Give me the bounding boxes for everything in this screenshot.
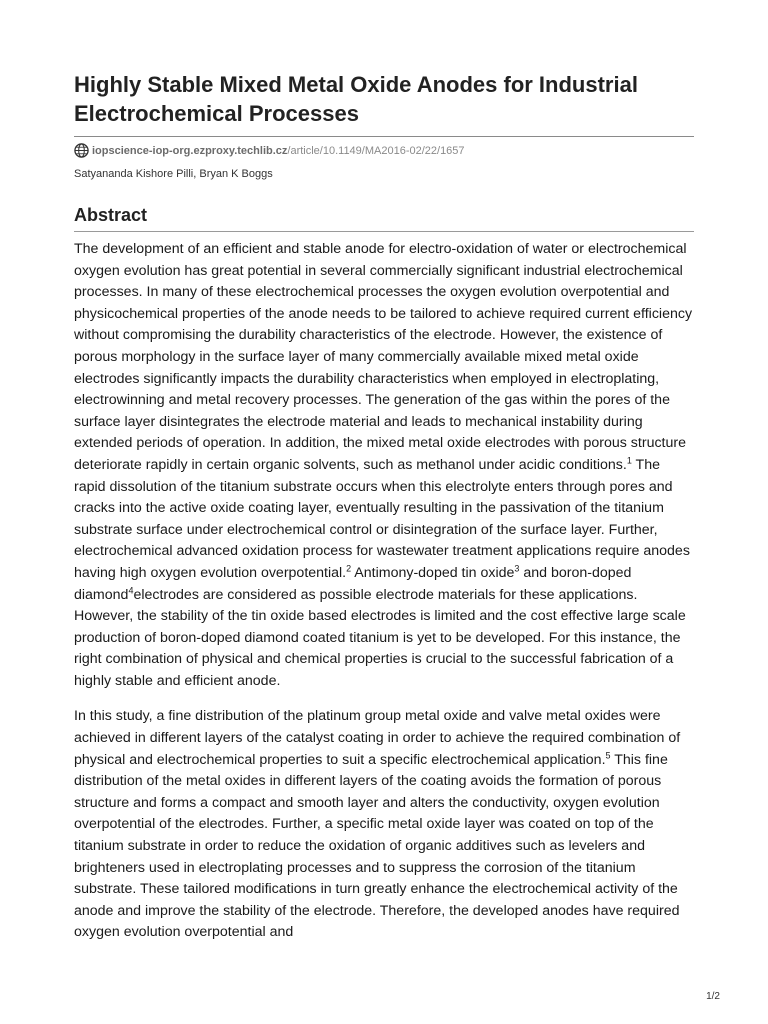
reference-5: 5 — [605, 749, 611, 760]
text-run: In this study, a fine distribution of the platinum group metal oxide and valve metal oxides were achieved in different layers of the catalyst coating in order to achieve the required combination of physical and electrochemical properties to suit a specific electrochemical application. — [74, 708, 681, 768]
abstract-paragraph-1 — [74, 239, 694, 692]
text-run: The development of an efficient and stable anode for electro-oxidation of water or electrochemical oxygen evolution has great potential in several commercially significant industrial electrochemical processes. In many of these electrochemical processes the oxygen evolution overpotential and physicochemical properties of the anode needs to be tailored to achieve required current efficiency without compromising the durability characteristics of the electrode. However, the existence of porous morphology in the surface layer of many commercially available mixed metal oxide electrodes significantly impacts the durability characteristics when employed in electroplating, electrowinning and metal recovery processes. The generation of the gas within the pores of the surface layer disintegrates the electrode material and leads to mechanical instability during extended periods of operation. In addition, the mixed metal oxide electrodes with porous structure deteriorate rapidly in certain organic solvents, such as methanol under acidic conditions. — [74, 241, 693, 473]
page-number: 1/2 — [706, 991, 720, 1002]
reference-1: 1 — [626, 455, 632, 466]
text-run: Antimony-doped tin oxide — [351, 564, 515, 581]
text-run: The rapid dissolution of the titanium substrate occurs when this electrolyte enters through pores and cracks into the active oxide coating layer, eventually resulting in the passivation of the titanium substrate surface under electrochemical control or disintegration of the surface layer. Further, electrochemical advanced oxidation process for wastewater treatment applications require anodes having high oxygen evolution overpotential. — [74, 456, 690, 581]
source-link-path[interactable]: /article/10.1149/MA2016-02/22/1657 — [287, 144, 465, 157]
abstract-paragraph-2 — [74, 706, 694, 944]
section-divider — [74, 231, 694, 232]
document-page — [74, 70, 694, 944]
source-link-host[interactable]: iopscience-iop-org.ezproxy.techlib.cz — [92, 144, 288, 157]
reference-2: 2 — [346, 563, 352, 574]
text-run: and boron-doped diamond — [74, 564, 632, 603]
reference-3: 3 — [514, 563, 520, 574]
text-run: electrodes are considered as possible electrode materials for these applications. However, the stability of the tin oxide based electrodes is limited and the cost effective large scale production of boron-doped diamond coated titanium is yet to be developed. For this instance, the right combination of physical and chemical properties is crucial to the successful fabrication of a highly stable and efficient anode. — [74, 586, 686, 689]
globe-icon — [74, 143, 89, 158]
document-title: Highly Stable Mixed Metal Oxide Anodes for Industrial Electrochemical Processes — [74, 72, 638, 126]
section-heading: Abstract — [74, 205, 148, 225]
reference-4: 4 — [128, 584, 134, 595]
authors: Satyananda Kishore Pilli, Bryan K Boggs — [74, 168, 273, 180]
text-run: This fine distribution of the metal oxides in different layers of the coating avoids the formation of porous structure and forms a compact and smooth layer and alters the conductivity, oxygen evolution overpotential of the electrodes. Further, a specific metal oxide layer was coated on top of the titanium substrate in order to reduce the oxidation of organic additives such as levelers and brighteners used in electroplating processes and to suppress the corrosion of the titanium substrate. These tailored modifications in turn greatly enhance the electrochemical activity of the anode and improve the stability of the electrode. Therefore, the developed anodes have required oxygen evolution overpotential and — [74, 751, 680, 941]
source-line — [74, 143, 694, 158]
title-divider — [74, 136, 694, 137]
